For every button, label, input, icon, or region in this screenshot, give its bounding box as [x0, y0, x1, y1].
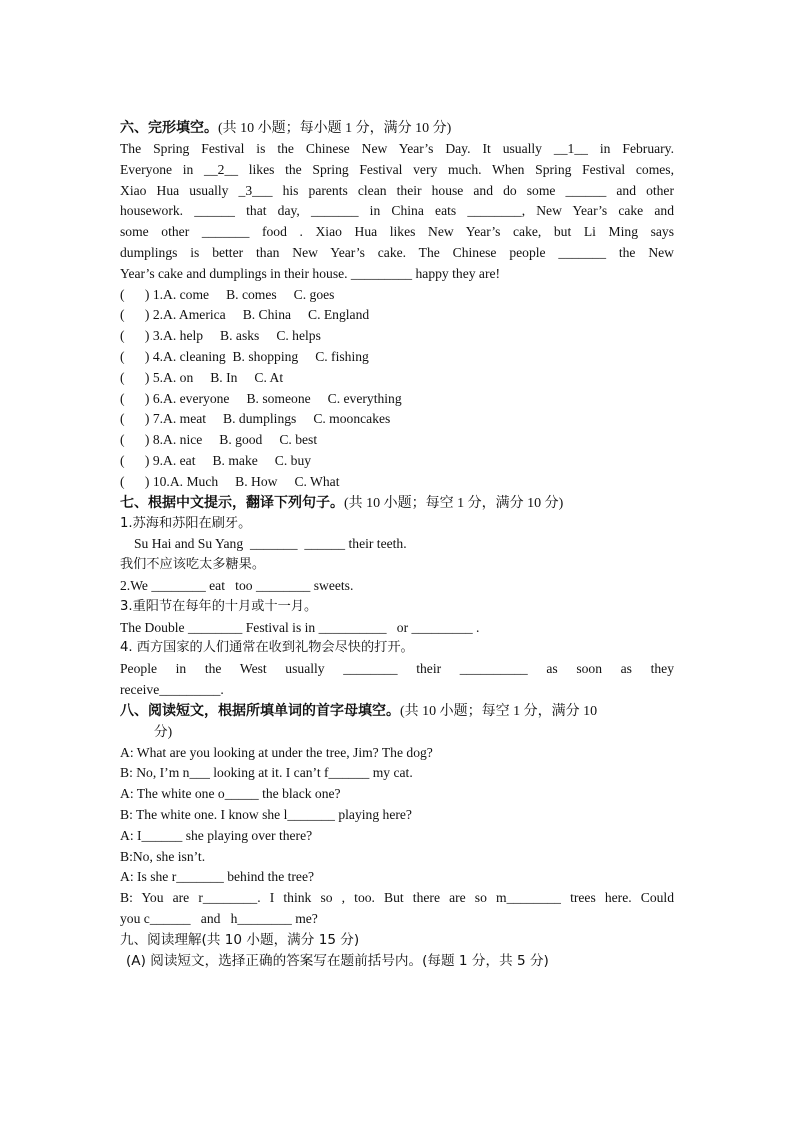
option-row: ( ) 10.A. Much B. How C. What	[120, 473, 340, 489]
passage-line: housework. ______ that day, _______ in China eats ________, New Year’s cake and	[120, 203, 674, 219]
section8-title: 八、阅读短文，根据所填单词的首字母填空。	[120, 702, 400, 719]
dialogue-line: A: I______ she playing over there?	[120, 827, 313, 843]
section6-passage	[120, 139, 674, 285]
option-row: ( ) 4.A. cleaning B. shopping C. fishing	[120, 348, 369, 364]
dialogue-line: B: No, I’m n___ looking at it. I can’t f______ my cat.	[120, 765, 413, 781]
q3-english: The Double ________ Festival is in __________ or _________ .	[120, 619, 480, 635]
passage-line: Year’s cake and dumplings in their house. _________ happy they are!	[120, 265, 501, 281]
passage-line: Xiao Hua usually _3___ his parents clean their house and do some ______ and other	[120, 182, 674, 198]
option-row: ( ) 2.A. America B. China C. England	[120, 307, 370, 323]
section7-title: 七、根据中文提示，翻译下列句子。	[120, 494, 344, 511]
q4-chinese: 4. 西方国家的人们通常在收到礼物会尽快的打开。	[120, 640, 414, 656]
dialogue-line: A: Is she r_______ behind the tree?	[120, 869, 315, 885]
dialogue-line: A: The white one o_____ the black one?	[120, 786, 341, 802]
option-row: ( ) 7.A. meat B. dumplings C. mooncakes	[120, 411, 391, 427]
section8-heading-cont: 分)	[154, 723, 173, 739]
dialogue-line: B: The white one. I know she l_______ playing here?	[120, 806, 412, 822]
q1-chinese: 1.苏海和苏阳在刷牙。	[120, 515, 252, 531]
section7-heading	[120, 493, 674, 514]
option-row: ( ) 6.A. everyone B. someone C. everything	[120, 390, 402, 406]
section6-title: 六、完形填空。	[120, 120, 218, 136]
option-row: ( ) 5.A. on B. In C. At	[120, 369, 284, 385]
dialogue-line: B: You are r________. I think so , too. But there are so m________ trees here. Could	[120, 890, 674, 906]
option-row: ( ) 9.A. eat B. make C. buy	[120, 452, 312, 468]
passage-line: some other _______ food . Xiao Hua likes New Year’s cake, but Li Ming says	[120, 224, 674, 240]
section8-scoring: (共 10 小题；每空 1 分，满分 10	[400, 703, 598, 719]
option-row: ( ) 8.A. nice B. good C. best	[120, 432, 318, 448]
section8-dialogue	[120, 743, 674, 930]
dialogue-line: B:No, she isn’t.	[120, 848, 206, 864]
section9-heading: 九、阅读理解(共 10 小题，满分 15 分)	[120, 931, 360, 948]
exam-page	[120, 118, 674, 972]
passage-line: Everyone in __2__ likes the Spring Festival very much. When Spring Festival comes,	[120, 161, 674, 177]
q4-english-line1: People in the West usually ________ their __________ as soon as they	[120, 661, 674, 677]
option-row: ( ) 1.A. come B. comes C. goes	[120, 286, 335, 302]
section6-options	[120, 285, 674, 493]
section9-subheading: (A) 阅读短文，选择正确的答案写在题前括号内。(每题 1 分，共 5 分)	[126, 952, 549, 969]
dialogue-line: A: What are you looking at under the tree, Jim? The dog?	[120, 744, 433, 760]
section6-scoring: (共 10 小题；每小题 1 分，满分 10 分)	[218, 121, 452, 136]
section7-scoring: (共 10 小题；每空 1 分，满分 10 分)	[344, 495, 564, 511]
q3-chinese: 3.重阳节在每年的十月或十一月。	[120, 598, 318, 614]
passage-line: The Spring Festival is the Chinese New Year’s Day. It usually __1__ in February.	[120, 141, 674, 156]
q2-english: 2.We ________ eat too ________ sweets.	[120, 577, 354, 593]
section8-heading	[120, 701, 674, 722]
passage-line: dumplings is better than New Year’s cake. The Chinese people _______ the New	[120, 244, 674, 260]
q1-english: Su Hai and Su Yang _______ ______ their teeth.	[134, 536, 407, 552]
q2-chinese: 我们不应该吃太多糖果。	[120, 557, 266, 573]
q4-english-line2: receive_________.	[120, 681, 224, 697]
option-row: ( ) 3.A. help B. asks C. helps	[120, 328, 321, 344]
section6-heading	[120, 118, 674, 139]
dialogue-line: you c______ and h________ me?	[120, 910, 318, 926]
